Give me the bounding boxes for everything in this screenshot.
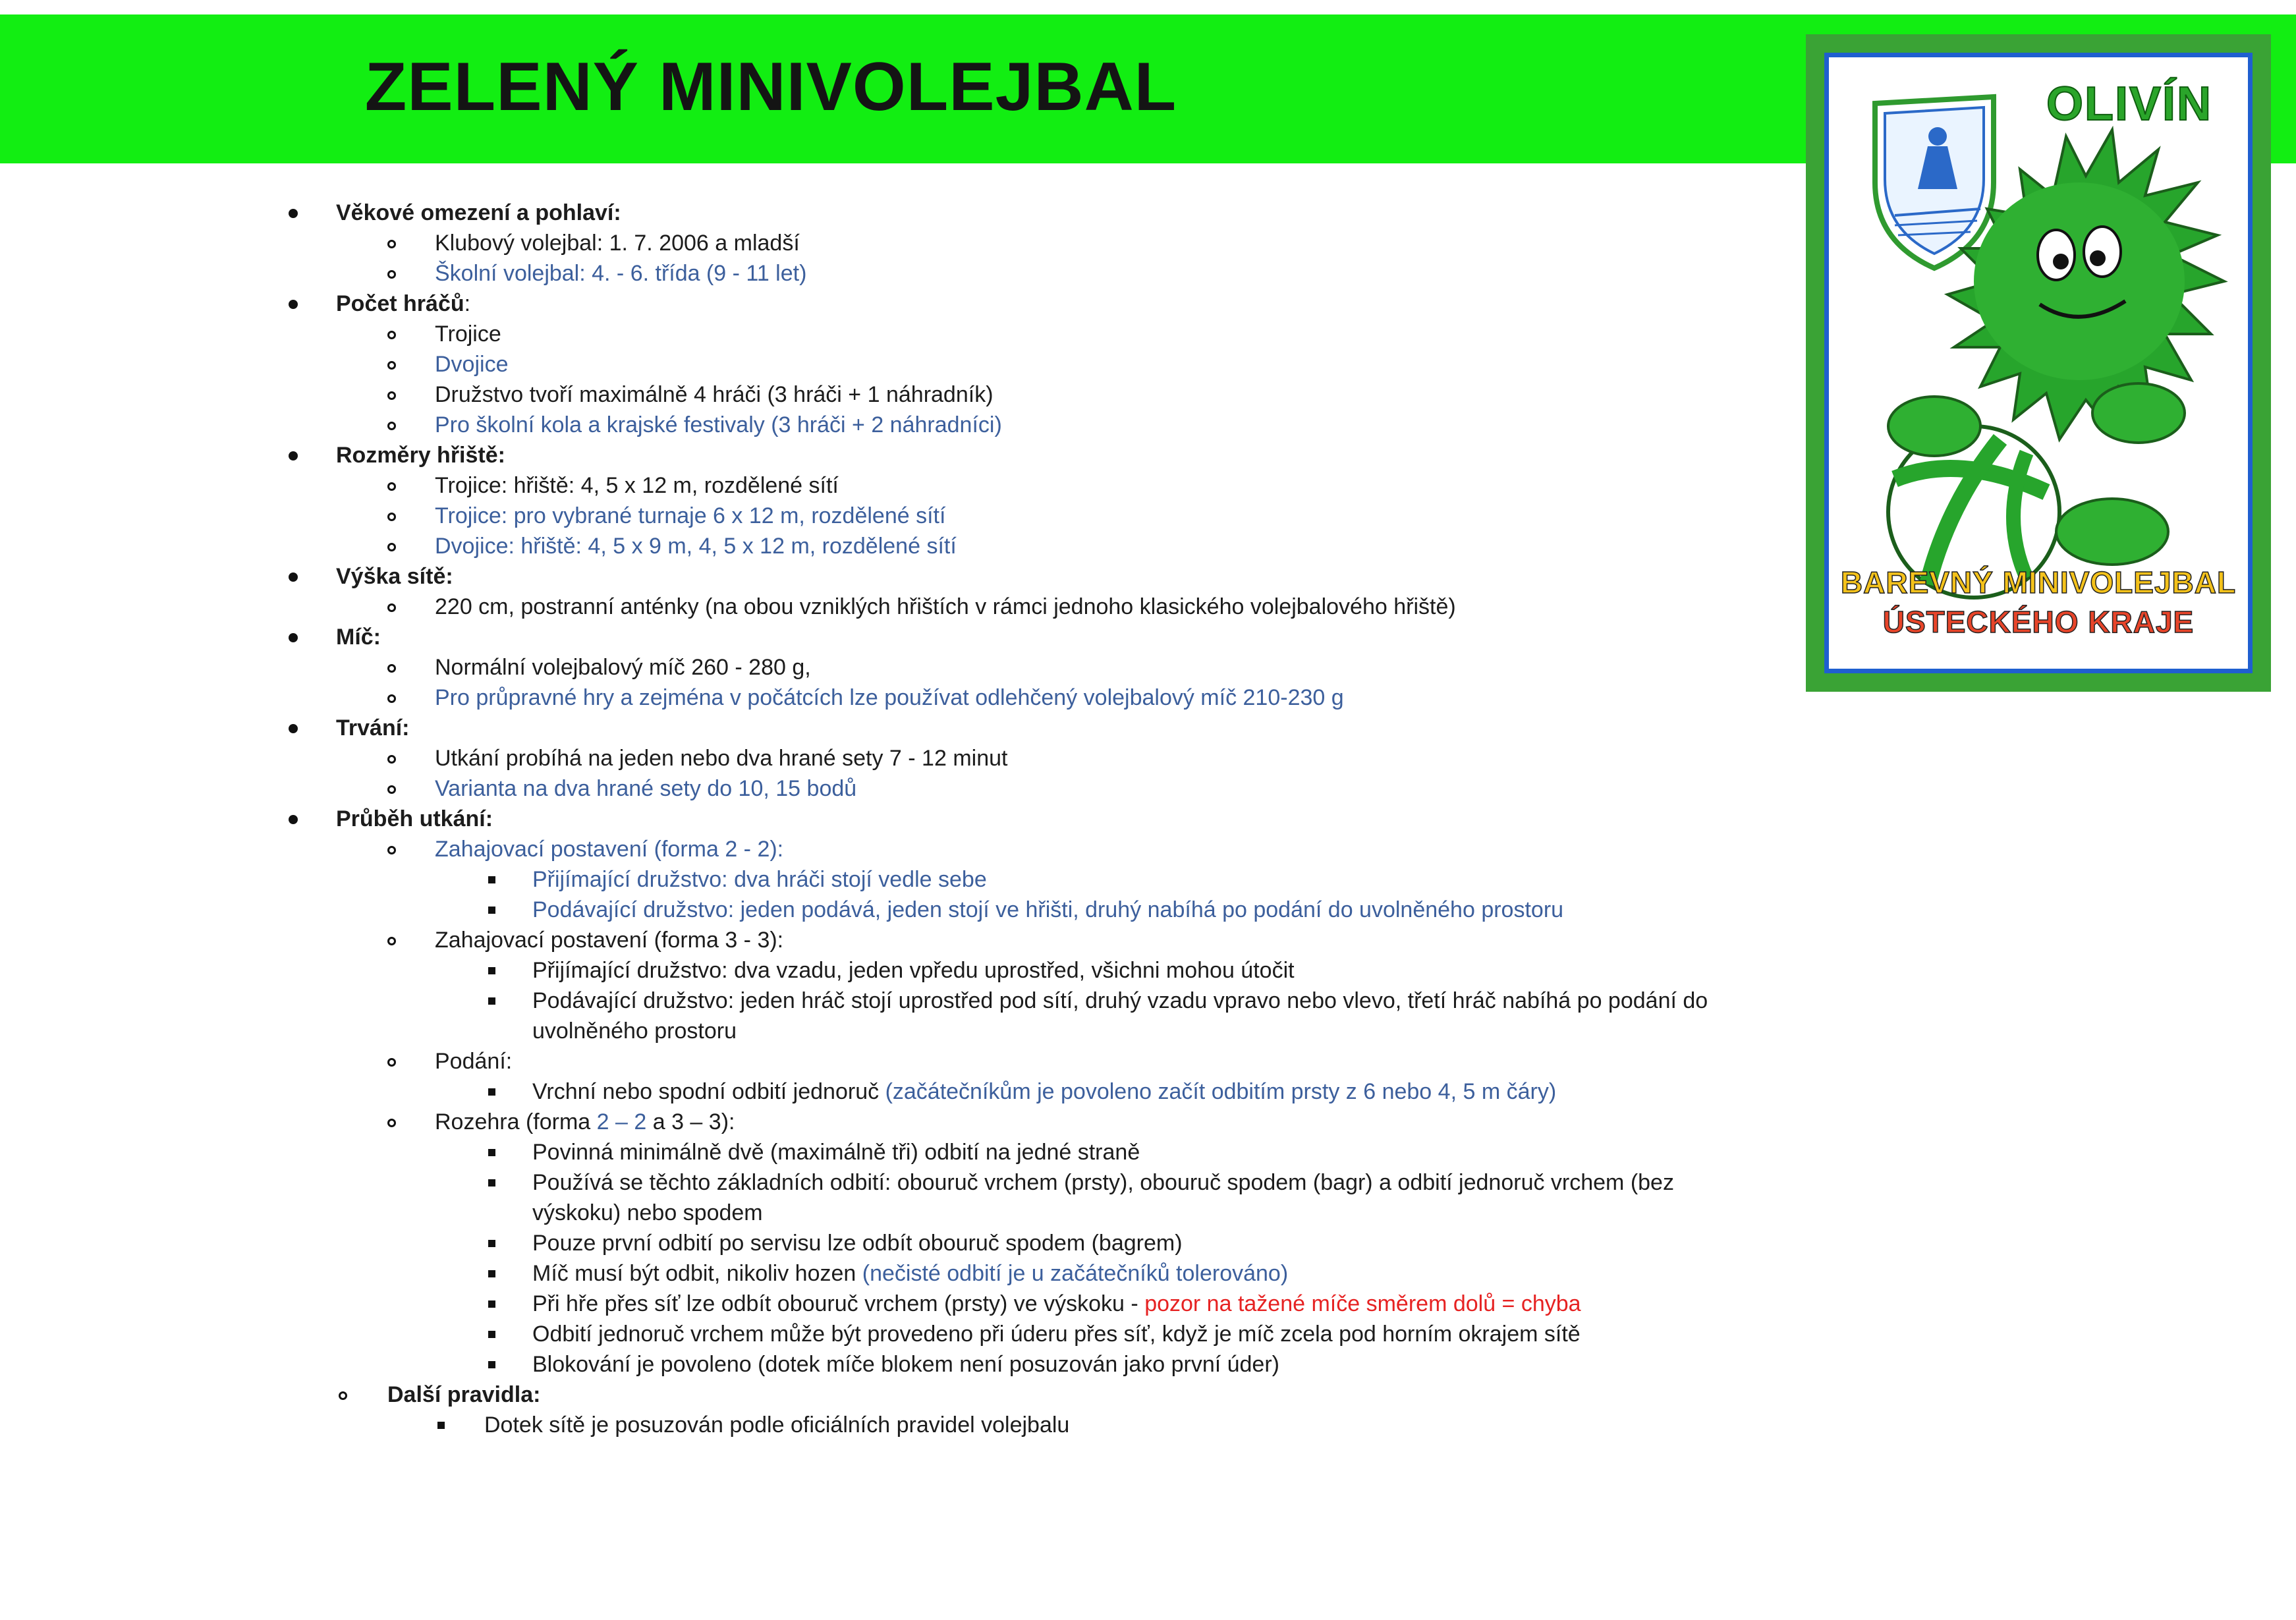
kvs-shield-logo: [1875, 97, 1994, 268]
list-item: [0, 1228, 1779, 1258]
bullet-circle-icon: [387, 1119, 396, 1127]
list-item: [0, 834, 1779, 864]
olivin-brand-label: OLIVÍN: [2046, 78, 2213, 130]
list-item: [0, 804, 1779, 834]
list-item: [0, 470, 1779, 501]
bullet-circle-icon: [387, 937, 396, 945]
bullet-disc-icon: [289, 573, 298, 582]
olivin-poster: [1806, 34, 2271, 692]
list-item: [0, 531, 1779, 561]
list-item: [0, 1137, 1779, 1167]
list-item-text: Utkání probíhá na jeden nebo dva hrané sety 7 - 12 minut: [435, 746, 1008, 771]
section-heading-duration: Trvání:: [336, 715, 410, 740]
list-item: [0, 198, 1779, 228]
section-heading-ball: Míč:: [336, 625, 381, 650]
list-item-text: Pouze první odbití po servisu lze odbít obouruč spodem (bagrem): [532, 1231, 1183, 1256]
list-item-text: Školní volejbal: 4. - 6. třída (9 - 11 let): [435, 261, 807, 286]
poster-frame: [1824, 53, 2253, 673]
list-item-text: Klubový volejbal: 1. 7. 2006 a mladší: [435, 231, 800, 256]
bullet-square-icon: [488, 907, 495, 914]
bullet-circle-icon: [387, 513, 396, 521]
list-item: [0, 440, 1779, 470]
right-hand-icon: [2092, 383, 2185, 443]
heading-colon: :: [464, 291, 471, 316]
bullet-square-icon: [488, 1240, 495, 1247]
bullet-circle-icon: [387, 664, 396, 673]
list-item-text: Podávající družstvo: jeden podává, jeden stojí ve hřišti, druhý nabíhá po podání do uvolněného prostoru: [532, 897, 1564, 922]
page-title: ZELENÝ MINIVOLEJBAL: [364, 49, 1177, 125]
list-item: [0, 410, 1779, 440]
bullet-square-icon: [488, 1270, 495, 1277]
list-item: [0, 349, 1779, 379]
list-item-text: Pro průpravné hry a zejména v počátcích lze používat odlehčený volejbalový míč 210-230 g: [435, 685, 1344, 710]
poster-tagline-line2: ÚSTECKÉHO KRAJE: [1882, 605, 2195, 639]
rules-list: [0, 198, 1779, 1440]
list-item: [0, 743, 1779, 773]
bullet-square-icon: [488, 1149, 495, 1156]
list-item: [0, 955, 1779, 986]
list-item-text: 220 cm, postranní anténky (na obou vzniklých hřištích v rámci jednoho klasického volejbalového hřiště): [435, 594, 1456, 619]
bullet-disc-icon: [289, 633, 298, 642]
list-item-text: Vrchní nebo spodní odbití jednoruč: [532, 1079, 885, 1104]
bullet-circle-icon: [387, 270, 396, 279]
bullet-square-icon: [488, 876, 495, 883]
poster-tagline-line1: BAREVNÝ MINIVOLEJBAL: [1840, 565, 2237, 600]
bullet-square-icon: [488, 1361, 495, 1368]
list-item-text: Přijímající družstvo: dva hráči stojí vedle sebe: [532, 867, 987, 892]
bullet-square-icon: [437, 1422, 445, 1429]
list-item-text: Používá se těchto základních odbití: obouruč vrchem (prsty), obouruč spodem (bagr) a odbití jednoruč vrchem (bez: [532, 1170, 1674, 1195]
section-heading-net: Výška sítě:: [336, 564, 453, 589]
list-item: [0, 683, 1779, 713]
list-item-text: Zahajovací postavení (forma 2 - 2):: [435, 837, 784, 862]
list-item-text: výskoku) nebo spodem: [532, 1200, 763, 1225]
list-item: [0, 1107, 1779, 1137]
list-item: [0, 713, 1779, 743]
list-item-note: (nečisté odbití je u začátečníků tolerováno): [862, 1261, 1289, 1286]
list-item-text: Povinná minimálně dvě (maximálně tři) odbití na jedné straně: [532, 1140, 1140, 1165]
list-item: [0, 622, 1779, 652]
list-item-text: Dvojice: hřiště: 4, 5 x 9 m, 4, 5 x 12 m, rozdělené sítí: [435, 534, 957, 559]
list-item: [0, 1349, 1779, 1380]
bullet-circle-icon: [387, 785, 396, 794]
bullet-circle-icon: [387, 755, 396, 764]
bullet-circle-icon: [387, 482, 396, 491]
list-item: [0, 258, 1779, 289]
bullet-circle-icon: [387, 543, 396, 551]
list-item-text: Trojice: [435, 321, 501, 347]
list-item: [0, 1380, 1779, 1410]
list-item: [0, 501, 1779, 531]
list-item-warning: pozor na tažené míče směrem dolů = chyba: [1144, 1291, 1581, 1316]
list-item-text: Při hře přes síť lze odbít obouruč vrchem (prsty) ve výskoku -: [532, 1291, 1145, 1316]
section-heading-age: Věkové omezení a pohlaví:: [336, 200, 621, 225]
list-item-text: Normální volejbalový míč 260 - 280 g,: [435, 655, 811, 680]
section-heading-match: Průběh utkání:: [336, 806, 493, 831]
list-item: [0, 1289, 1779, 1319]
list-item-text: Blokování je povoleno (dotek míče blokem není posuzován jako první úder): [532, 1352, 1279, 1377]
list-item: [0, 1410, 1779, 1440]
list-item: [0, 652, 1779, 683]
bullet-square-icon: [488, 1300, 495, 1308]
list-item-continuation: [0, 1198, 1779, 1228]
list-item-text: Dotek sítě je posuzován podle oficiálních pravidel volejbalu: [484, 1412, 1070, 1438]
list-item-text: Míč musí být odbit, nikoliv hozen: [532, 1261, 862, 1286]
bullet-disc-icon: [289, 451, 298, 461]
list-item: [0, 228, 1779, 258]
list-item: [0, 895, 1779, 925]
bullet-circle-icon: [387, 240, 396, 248]
bullet-disc-icon: [289, 300, 298, 309]
bullet-circle-icon: [387, 603, 396, 612]
list-item: [0, 289, 1779, 319]
list-item: [0, 1167, 1779, 1198]
bullet-circle-icon: [387, 1058, 396, 1067]
list-item: [0, 986, 1779, 1016]
list-item: [0, 1046, 1779, 1076]
bullet-square-icon: [488, 1179, 495, 1187]
bullet-disc-icon: [289, 209, 298, 218]
bullet-disc-icon: [289, 815, 298, 824]
list-item: [0, 1319, 1779, 1349]
section-heading-other: Další pravidla:: [387, 1382, 541, 1407]
bullet-square-icon: [488, 1331, 495, 1338]
list-item: [0, 925, 1779, 955]
list-item: [0, 379, 1779, 410]
bullet-square-icon: [488, 1088, 495, 1096]
list-item-text: Dvojice: [435, 352, 509, 377]
list-item: [0, 561, 1779, 592]
list-item-note: 2 – 2: [596, 1109, 647, 1134]
list-item: [0, 1258, 1779, 1289]
bullet-circle-icon: [387, 391, 396, 400]
bullet-circle-icon: [387, 331, 396, 339]
section-heading-players: Počet hráčů: [336, 291, 464, 316]
bullet-square-icon: [488, 967, 495, 974]
list-item-text: Přijímající družstvo: dva vzadu, jeden vpředu uprostřed, všichni mohou útočit: [532, 958, 1295, 983]
bullet-square-icon: [488, 997, 495, 1005]
list-item-text: Varianta na dva hrané sety do 10, 15 bodů: [435, 776, 857, 801]
list-item-continuation: [0, 1016, 1779, 1046]
list-item: [0, 1076, 1779, 1107]
list-item: [0, 864, 1779, 895]
list-item-text: Trojice: hřiště: 4, 5 x 12 m, rozdělené sítí: [435, 473, 839, 498]
bullet-circle-icon: [387, 422, 396, 430]
bullet-circle-icon: [387, 694, 396, 703]
list-item-text: Odbití jednoruč vrchem může být provedeno při úderu přes síť, když je míč zcela pod horním okrajem sítě: [532, 1322, 1581, 1347]
bullet-circle-icon: [387, 361, 396, 370]
bullet-circle-icon: [387, 846, 396, 854]
list-item-text: Trojice: pro vybrané turnaje 6 x 12 m, rozdělené sítí: [435, 503, 946, 528]
list-item-text: Rozehra (forma: [435, 1109, 597, 1134]
list-item: [0, 319, 1779, 349]
bullet-circle-icon: [339, 1391, 347, 1400]
foot-icon: [2056, 499, 2168, 565]
list-item: [0, 773, 1779, 804]
list-item: [0, 592, 1779, 622]
left-hand-icon: [1888, 397, 1980, 456]
list-item-text: a 3 – 3):: [646, 1109, 735, 1134]
list-item-note: (začátečníkům je povoleno začít odbitím prsty z 6 nebo 4, 5 m čáry): [885, 1079, 1557, 1104]
list-item-text: Zahajovací postavení (forma 3 - 3):: [435, 928, 784, 953]
list-item-text: Podávající družstvo: jeden hráč stojí uprostřed pod sítí, druhý vzadu vpravo nebo vlevo, třetí hráč nabíhá po podání do: [532, 988, 1708, 1013]
section-heading-court: Rozměry hřiště:: [336, 443, 505, 468]
list-item-text: Družstvo tvoří maximálně 4 hráči (3 hráči + 1 náhradník): [435, 382, 994, 407]
list-item-text: uvolněného prostoru: [532, 1019, 737, 1044]
list-item-text: Podání:: [435, 1049, 513, 1074]
bullet-disc-icon: [289, 724, 298, 733]
list-item-text: Pro školní kola a krajské festivaly (3 hráči + 2 náhradníci): [435, 412, 1002, 437]
